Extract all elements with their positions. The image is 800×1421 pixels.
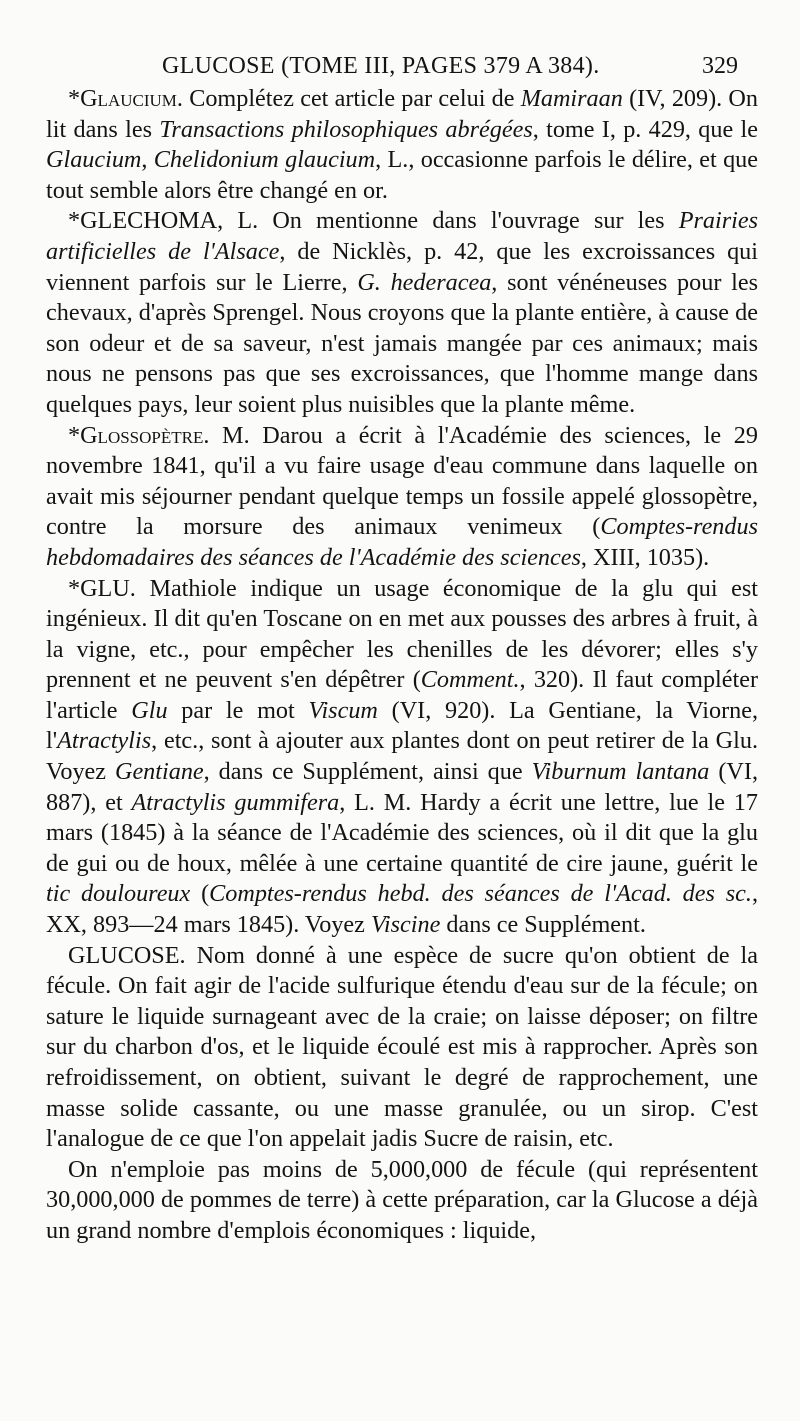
entry-glu — [46, 574, 758, 941]
entry-italic: Gentiane — [114, 758, 204, 786]
entry-text: , XIII, 1035). — [580, 543, 710, 571]
entry-italic: Mamiraan — [520, 85, 623, 112]
entry-italic: Atractylis gummifera — [131, 788, 340, 816]
entry-text: ( — [190, 880, 210, 908]
paragraph-glucose-continued — [46, 1155, 758, 1247]
entry-text: Mathiole indique un usage économique de la glu qui est ingénieux. Il dit qu'en Toscane on en met aux pousses des arbres à fruit, à la vigne, etc., pour empêcher les chenilles de les dévorer; elles s'y prennent et ne peuvent s'en dépêtrer ( — [46, 574, 758, 694]
entry-text: dans ce Supplément. — [440, 911, 646, 939]
entry-headword: GLUCOSE. — [68, 941, 186, 969]
entry-italic: Prairies artificielles de l'Alsace — [46, 207, 758, 265]
entry-text: , 320). Il faut compléter l'article — [46, 666, 759, 724]
entry-italic: Viscine — [370, 911, 441, 939]
entry-text: , L. M. Hardy a écrit une lettre, lue le 17 mars (1845) à la séance de l'Académie des sciences, où il dit que la glu de gui ou de houx, mêlée à une certaine quantité de cire jaune, guérit le — [46, 788, 758, 877]
entry-text: On n'emploie pas moins de 5,000,000 de fécule (qui représentent 30,000,000 de pommes de terre) à cette préparation, car la Glucose a déjà un grand nombre d'emplois économiques : liquide, — [46, 1155, 758, 1244]
entry-italic: Comptes-rendus hebdomadaires des séances de l'Académie des sciences — [46, 513, 758, 571]
entry-text: , de Nicklès, p. 42, que les excroissances qui viennent parfois sur le Lierre, — [46, 237, 758, 296]
entry-headword: *GLU. — [68, 574, 136, 602]
entry-text: par le mot — [167, 696, 309, 724]
entry-italic: tic douloureux — [46, 880, 191, 908]
entry-glucose — [46, 941, 758, 1155]
entry-italic: Comment. — [420, 666, 520, 694]
entry-italic: Viburnum lantana — [531, 758, 710, 786]
entry-glossopetre — [46, 421, 758, 574]
entry-italic: G. hederacea, — [357, 268, 498, 296]
entry-italic: Glu — [131, 696, 168, 724]
entry-italic: Viscum — [308, 696, 378, 724]
running-title: GLUCOSE (TOME III, PAGES 379 A 384). — [162, 53, 600, 79]
entry-text: , L., occasionne parfois le délire, et que tout semble alors être changé en or. — [46, 146, 758, 204]
book-page — [46, 48, 758, 1247]
entry-text: , dans ce Supplément, ainsi que — [203, 758, 532, 786]
entry-text: , XX, 893—24 mars 1845). Voyez — [46, 880, 758, 939]
page-header — [46, 48, 758, 84]
entry-text: , tome I, p. 429, que le — [532, 115, 758, 143]
entry-text: M. Darou a écrit à l'Académie des sciences, le 29 novembre 1841, qu'il a vu faire usage d'eau commune dans laquelle on avait mis séjourner pendant quelque temps un fossile appelé glossopètre, contre la morsure des animaux venimeux ( — [46, 421, 758, 541]
page-number: 329 — [702, 53, 738, 79]
entry-italic: Comptes-rendus hebd. des séances de l'Acad. des sc. — [209, 880, 752, 908]
entry-headword: *Glossopètre. — [68, 421, 210, 449]
entry-italic: Atractylis — [57, 727, 152, 755]
entry-text: L. On mentionne dans l'ouvrage sur les — [223, 207, 679, 235]
entry-italic: Glaucium — [46, 146, 142, 174]
entry-italic: Transactions philosophiques abrégées — [159, 115, 533, 143]
entry-headword: *GLECHOMA, — [68, 207, 224, 235]
entry-glechoma — [46, 206, 758, 420]
entry-text: Nom donné à une espèce de sucre qu'on obtient de la fécule. On fait agir de l'acide sulfurique étendu d'eau sur de la fécule; on sature le liquide surnageant avec de la craie; on laisse déposer; on filtre sur du charbon d'os, et le liquide écoulé est mis à rapprocher. Après son refroidissement, on obtient, suivant le degré de rapprochement, une masse solide cassante, ou une masse granulée, ou un sirop. C'est l'analogue de ce que l'on appelait jadis Sucre de raisin, etc. — [46, 941, 758, 1153]
entry-text: (VI, 887), et — [46, 758, 759, 816]
entry-headword: *Glaucium. — [68, 85, 183, 112]
entry-italic: Chelidonium glaucium — [153, 146, 376, 174]
entry-text: (IV, 209). On lit dans les — [46, 85, 758, 143]
entry-text: (VI, 920). La Gentiane, la Viorne, l' — [46, 696, 759, 755]
entry-text: Complétez cet article par celui de — [182, 85, 521, 112]
entry-text: , etc., sont à ajouter aux plantes dont on peut retirer de la Glu. Voyez — [46, 727, 758, 786]
entry-text: , — [141, 146, 154, 174]
entry-text: sont vénéneuses pour les chevaux, d'après Sprengel. Nous croyons que la plante entière, à cause de son odeur et de sa saveur, n'est jamais mangée par ces animaux; mais nous ne pensons pas que ses excroissances, que l'homme mange dans quelques pays, leur soient plus nuisibles que la plante même. — [46, 268, 759, 418]
entry-glaucium — [46, 84, 758, 206]
